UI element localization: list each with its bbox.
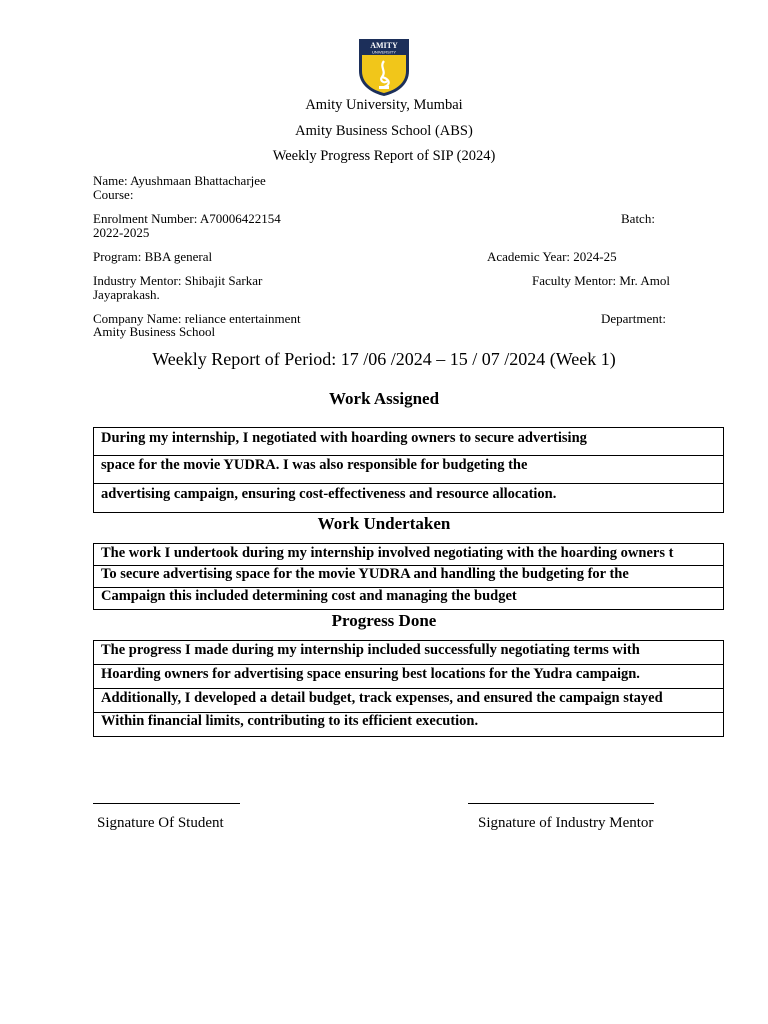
- academic-year: Academic Year: 2024-25: [487, 249, 617, 264]
- amity-crest-icon: [357, 37, 411, 97]
- work-assigned-title: Work Assigned: [328, 389, 440, 408]
- svg-text:AMITY: AMITY: [370, 41, 398, 50]
- industry-mentor: Industry Mentor: Shibajit Sarkar: [93, 273, 263, 288]
- department-value: Amity Business School: [93, 324, 216, 339]
- work-undertaken-title: Work Undertaken: [317, 514, 451, 533]
- work-assigned-table: [93, 427, 724, 513]
- department-label: Department:: [601, 311, 666, 326]
- progress-done-title: Progress Done: [331, 611, 437, 630]
- table-row: Campaign this included determining cost and managing the budget: [101, 588, 517, 604]
- batch-value: 2022-2025: [93, 225, 150, 240]
- table-row: Hoarding owners for advertising space ensuring best locations for the Yudra campaign.: [94, 665, 723, 689]
- table-row: The work I undertook during my internship involved negotiating with the hoarding owners t: [94, 544, 723, 566]
- company-name: Company Name: reliance entertainment: [93, 311, 301, 326]
- enrolment-number: Enrolment Number: A70006422154: [93, 211, 281, 226]
- table-row: space for the movie YUDRA. I was also responsible for budgeting the: [94, 456, 723, 484]
- batch-label: Batch:: [621, 211, 655, 226]
- report-title: Weekly Progress Report of SIP (2024): [272, 148, 496, 164]
- mentor-signature-line: [468, 803, 654, 804]
- table-row: Additionally, I developed a detail budget, track expenses, and ensured the campaign stayed: [94, 689, 723, 713]
- report-period: Weekly Report of Period: 17 /06 /2024 – 15 / 07 /2024 (Week 1): [152, 349, 616, 369]
- table-row: During my internship, I negotiated with hoarding owners to secure advertising: [94, 428, 723, 456]
- faculty-mentor-continued: Jayaprakash.: [93, 287, 160, 302]
- table-row: Within financial limits, contributing to its efficient execution.: [101, 713, 479, 729]
- faculty-mentor: Faculty Mentor: Mr. Amol: [532, 273, 670, 288]
- amity-logo: [357, 37, 411, 97]
- mentor-signature-label: Signature of Industry Mentor: [478, 815, 654, 831]
- svg-text:UNIVERSITY: UNIVERSITY: [371, 49, 397, 55]
- table-row: The progress I made during my internship included successfully negotiating terms with: [94, 641, 723, 665]
- table-row: advertising campaign, ensuring cost-effectiveness and resource allocation.: [101, 486, 557, 502]
- work-undertaken-table: [93, 543, 724, 610]
- student-signature-line: [93, 803, 240, 804]
- university-name: Amity University, Mumbai: [305, 97, 463, 113]
- progress-done-table: [93, 640, 724, 737]
- table-row: To secure advertising space for the movie YUDRA and handling the budgeting for the: [94, 566, 723, 588]
- student-name: Name: Ayushmaan Bhattacharjee: [93, 173, 266, 188]
- program: Program: BBA general: [93, 249, 213, 264]
- school-name: Amity Business School (ABS): [295, 123, 473, 139]
- course-label: Course:: [93, 187, 134, 202]
- student-signature-label: Signature Of Student: [97, 815, 224, 831]
